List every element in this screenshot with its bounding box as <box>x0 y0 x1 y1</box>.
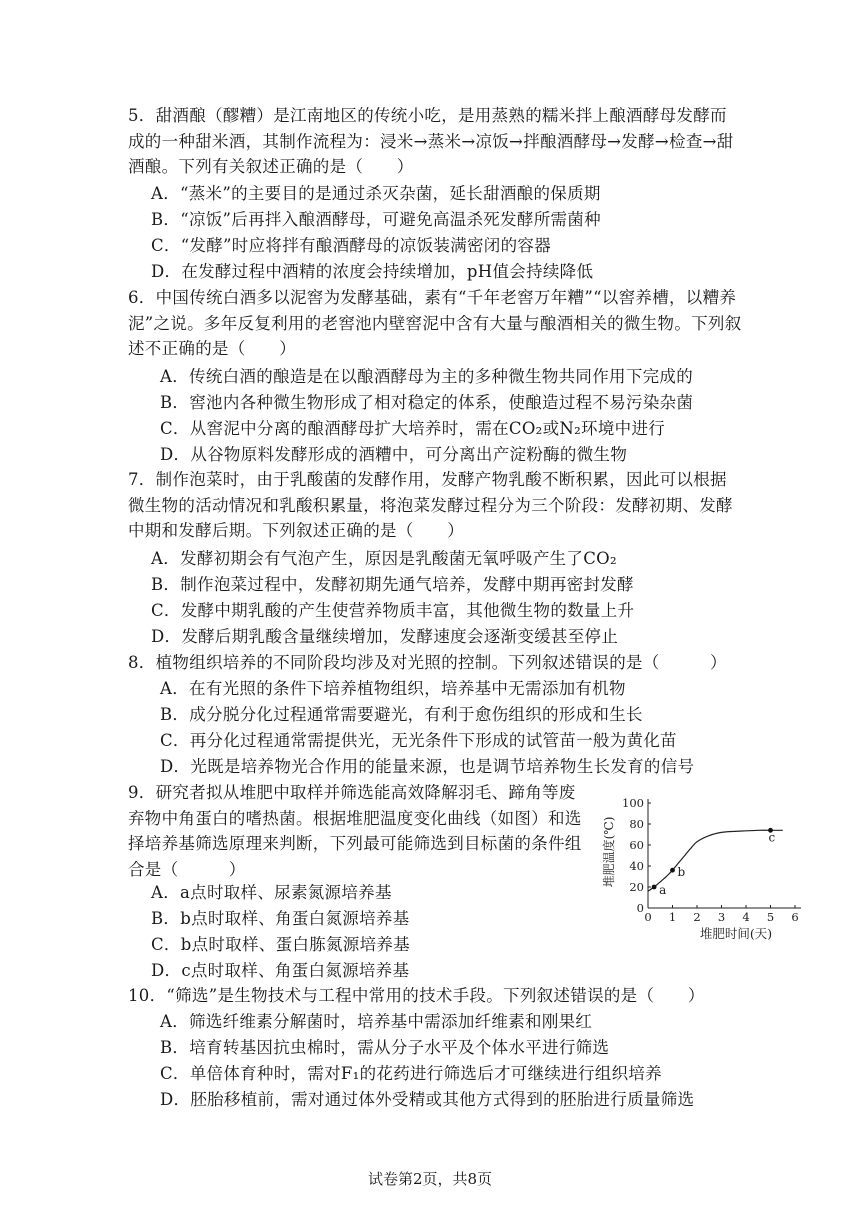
x-tick-label: 2 <box>693 910 701 924</box>
question-6-option-a: A．传统白酒的酿造是在以酿酒酵母为主的多种微生物共同作用下完成的 <box>160 367 694 386</box>
point-b <box>670 868 675 873</box>
point-a-label: a <box>659 883 667 897</box>
question-10-stem: 10．“筛选”是生物技术与工程中常用的技术手段。下列叙述错误的是（ ） <box>128 986 705 1005</box>
question-7-option-d: D．发酵后期乳酸含量继续增加，发酵速度会逐渐变缓甚至停止 <box>151 627 619 646</box>
question-8-option-d: D．光既是培养物光合作用的能量来源，也是调节培养物生长发育的信号 <box>160 757 695 776</box>
question-6-option-b: B．窖池内各种微生物形成了相对稳定的体系，使酿造过程不易污染杂菌 <box>160 393 694 412</box>
x-tick-label: 1 <box>668 910 677 924</box>
question-10-option-b: B．培育转基因抗虫棉时，需从分子水平及个体水平进行筛选 <box>160 1038 610 1057</box>
question-9-option-b: B．b点时取样、角蛋白氮源培养基 <box>151 909 410 928</box>
question-5-option-c: C．“发酵”时应将拌有酿酒酵母的凉饭装满密闭的容器 <box>151 236 551 255</box>
question-6-stem: 6．中国传统白酒多以泥窖为发酵基础，素有“千年老窖万年糟”“以窖养槽，以糟养泥”之说。多年反复利用的老窖池内壁窖泥中含有大量与酿酒相关的微生物。下列叙述不正确的是（ ） <box>128 288 742 359</box>
question-9-option-d: D．c点时取样、角蛋白氮源培养基 <box>151 961 410 980</box>
question-9-stem: 9．研究者拟从堆肥中取样并筛选能高效降解羽毛、蹄角等废弃物中角蛋白的嗜热菌。根据堆肥温度变化曲线（如图）和选择培养基筛选原理来判断，下列最可能筛选到目标菌的条件组合是（ ） <box>128 783 582 880</box>
question-5-option-b: B．“凉饭”后再拌入酿酒酵母，可避免高温杀死发酵所需菌种 <box>151 210 601 229</box>
question-5-stem: 5．甜酒酿（醪糟）是江南地区的传统小吃，是用蒸熟的糯米拌上酿酒酵母发酵而成的一种甜米酒，其制作流程为：浸米→蒸米→凉饭→拌酿酒酵母→发酵→检查→甜酒酿。下列有关叙述正确的是（ ） <box>128 106 734 177</box>
question-5-option-d: D．在发酵过程中酒精的浓度会持续增加，pH值会持续降低 <box>151 262 594 281</box>
x-tick-label: 4 <box>742 910 750 924</box>
question-9-option-a: A．a点时取样、尿素氮源培养基 <box>151 883 392 902</box>
page-footer: 试卷第2页，共8页 <box>367 1170 493 1188</box>
y-tick-label: 60 <box>629 838 644 852</box>
question-8-option-c: C．再分化过程通常需提供光，无光条件下形成的试管苗一般为黄化苗 <box>160 731 677 750</box>
question-5-option-a: A．“蒸米”的主要目的是通过杀灭杂菌，延长甜酒酿的保质期 <box>151 184 601 203</box>
compost-temperature-chart <box>600 788 815 940</box>
point-c-label: c <box>768 830 776 845</box>
question-7-stem: 7．制作泡菜时，由于乳酸菌的发酵作用，发酵产物乳酸不断积累，因此可以根据微生物的活动情况和乳酸积累量，将泡菜发酵过程分为三个阶段：发酵初期、发酵中期和发酵后期。下列叙述正确的是（ ） <box>128 470 733 541</box>
chart-y-axis-label: 堆肥温度(℃) <box>602 816 616 888</box>
y-tick-label: 100 <box>622 796 644 810</box>
question-8-option-b: B．成分脱分化过程通常需要避光，有利于愈伤组织的形成和生长 <box>160 705 643 724</box>
y-tick-label: 20 <box>629 880 644 894</box>
question-7-option-a: A．发酵初期会有气泡产生，原因是乳酸菌无氧呼吸产生了CO₂ <box>151 549 617 568</box>
x-tick-label: 6 <box>791 910 799 924</box>
question-8-option-a: A．在有光照的条件下培养植物组织，培养基中无需添加有机物 <box>160 679 626 698</box>
question-10-option-d: D．胚胎移植前，需对通过体外受精或其他方式得到的胚胎进行质量筛选 <box>160 1090 695 1109</box>
point-b-label: b <box>677 865 686 880</box>
point-a <box>652 885 657 890</box>
question-6-option-d: D．从谷物原料发酵形成的酒糟中，可分离出产淀粉酶的微生物 <box>160 445 628 464</box>
question-7-option-b: B．制作泡菜过程中，发酵初期先通气培养，发酵中期再密封发酵 <box>151 575 634 594</box>
temperature-curve <box>648 830 783 891</box>
question-8-stem: 8．植物组织培养的不同阶段均涉及对光照的控制。下列叙述错误的是（ ） <box>128 653 727 672</box>
y-tick-label: 40 <box>629 859 644 873</box>
y-tick-label: 80 <box>629 817 644 831</box>
x-tick-label: 0 <box>644 910 652 924</box>
question-7-option-c: C．发酵中期乳酸的产生使营养物质丰富，其他微生物的数量上升 <box>151 601 635 620</box>
y-tick-label: 0 <box>636 901 644 915</box>
question-10-option-c: C．单倍体育种时，需对F₁的花药进行筛选后才可继续进行组织培养 <box>160 1064 662 1083</box>
x-tick-label: 3 <box>717 910 726 924</box>
chart-x-axis-label: 堆肥时间(天) <box>699 926 773 940</box>
x-tick-label: 5 <box>766 910 775 924</box>
question-10-option-a: A．筛选纤维素分解菌时，培养基中需添加纤维素和刚果红 <box>160 1012 593 1031</box>
question-9-option-c: C．b点时取样、蛋白胨氮源培养基 <box>151 935 410 954</box>
question-6-option-c: C．从窖泥中分离的酿酒酵母扩大培养时，需在CO₂或N₂环境中进行 <box>160 419 666 438</box>
